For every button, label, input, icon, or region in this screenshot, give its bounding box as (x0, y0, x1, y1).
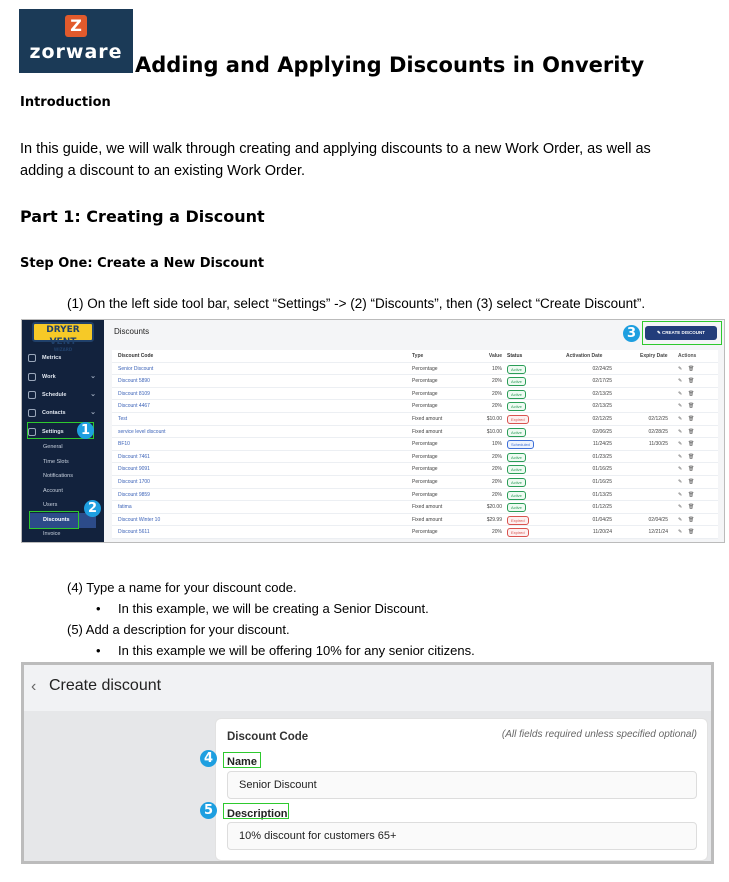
callout-1: 1 (77, 422, 94, 439)
name-input[interactable]: Senior Discount (227, 771, 697, 799)
edit-icon[interactable]: ✎ (678, 378, 683, 385)
type-cell: Percentage (412, 453, 438, 460)
activation-date-cell: 02/13/25 (592, 403, 612, 410)
sidebar-item-label: Schedule (42, 392, 67, 398)
activation-date-cell: 02/17/25 (592, 378, 612, 385)
value-cell: 20% (491, 491, 502, 498)
discount-code-cell[interactable]: Discount Winter 10 (118, 516, 161, 523)
discounts-main (104, 320, 724, 543)
edit-icon[interactable]: ✎ (678, 478, 683, 485)
sidebar-subitem-notifications[interactable]: Notifications (43, 473, 73, 479)
discount-code-cell[interactable]: Test (118, 415, 128, 422)
status-badge: Scheduled (507, 440, 534, 449)
sidebar-subitem-account[interactable]: Account (43, 487, 63, 494)
type-cell: Percentage (412, 378, 438, 385)
delete-icon[interactable]: 🗑 (688, 453, 695, 460)
table-header (112, 350, 718, 363)
sidebar-subitem-invoice[interactable]: Invoice (43, 531, 61, 537)
col-value: Value (488, 353, 502, 359)
discount-code-cell[interactable]: service level discount (118, 428, 166, 435)
value-cell: $10.00 (486, 415, 502, 422)
activation-date-cell: 11/20/24 (592, 529, 612, 536)
type-cell: Percentage (412, 441, 438, 448)
type-cell: Percentage (412, 478, 438, 485)
expiry-date-cell: 02/28/25 (648, 428, 668, 435)
activation-date-cell: 01/04/25 (592, 516, 612, 523)
name-label: Name (227, 756, 257, 768)
zorware-mark-icon: Z (65, 15, 87, 37)
value-cell: 10% (491, 441, 502, 448)
create-discount-title: Create discount (49, 677, 162, 694)
chevron-down-icon: ⌄ (90, 391, 96, 398)
status-badge: Active (507, 428, 526, 437)
delete-icon[interactable]: 🗑 (688, 390, 695, 397)
sidebar-item-contacts[interactable] (22, 405, 104, 421)
delete-icon[interactable]: 🗑 (688, 365, 695, 372)
status-badge: Active (507, 503, 526, 512)
type-cell: Fixed amount (412, 428, 443, 435)
intro-paragraph: In this guide, we will walk through creating and applying discounts to a new Work Order, as well as adding a discount to an existing Work Order. (20, 141, 651, 179)
status-badge: Active (507, 491, 526, 500)
step4-line: (4) Type a name for your discount code. (67, 580, 297, 595)
type-cell: Fixed amount (412, 516, 443, 523)
sidebar-item-label: Settings (42, 429, 64, 435)
sidebar-subitem-general[interactable]: General (43, 444, 63, 450)
delete-icon[interactable]: 🗑 (688, 504, 695, 511)
activation-date-cell: 02/06/25 (592, 428, 612, 435)
col-status: Status (507, 353, 523, 359)
card-heading: Discount Code (227, 731, 309, 743)
activation-date-cell: 02/12/25 (592, 415, 612, 422)
type-cell: Percentage (412, 529, 438, 536)
part1-heading: Part 1: Creating a Discount (20, 207, 265, 226)
delete-icon[interactable]: 🗑 (688, 378, 695, 385)
edit-icon[interactable]: ✎ (678, 516, 683, 523)
status-badge: Active (507, 465, 526, 474)
activation-date-cell: 11/24/25 (592, 441, 612, 448)
step1-heading: Step One: Create a New Discount (20, 256, 265, 271)
create-discount-highlight (642, 321, 722, 345)
contacts-icon (28, 409, 36, 417)
edit-icon[interactable]: ✎ (678, 441, 683, 448)
expiry-date-cell: 11/30/25 (648, 441, 668, 448)
delete-icon[interactable]: 🗑 (688, 441, 695, 448)
step5-line: (5) Add a description for your discount. (67, 622, 290, 637)
discount-code-cell[interactable]: fatima (118, 504, 132, 511)
discount-code-cell[interactable]: Discount 9859 (118, 491, 150, 498)
status-badge: Active (507, 453, 526, 462)
discount-code-cell[interactable]: Discount 9091 (118, 466, 150, 473)
value-cell: $29.99 (486, 516, 502, 523)
type-cell: Percentage (412, 365, 438, 372)
description-label: Description (227, 808, 288, 820)
discount-code-card (215, 718, 708, 861)
back-chevron-icon[interactable]: ‹ (31, 678, 37, 695)
delete-icon[interactable]: 🗑 (688, 403, 695, 410)
callout-5: 5 (200, 802, 217, 819)
table-row[interactable] (112, 489, 718, 502)
edit-icon[interactable]: ✎ (678, 428, 683, 435)
type-cell: Fixed amount (412, 504, 443, 511)
sidebar-item-schedule[interactable] (22, 387, 104, 403)
table-row[interactable] (112, 388, 718, 401)
edit-icon[interactable]: ✎ (678, 403, 683, 410)
create-discount-label: CREATE DISCOUNT (662, 330, 705, 335)
activation-date-cell: 01/23/25 (592, 453, 612, 460)
discounts-screenshot (21, 319, 725, 543)
discount-code-cell[interactable]: BF10 (118, 441, 130, 448)
table-row[interactable] (112, 375, 718, 388)
table-row[interactable] (112, 526, 718, 539)
discount-code-cell[interactable]: Discount 8109 (118, 390, 150, 397)
value-cell: $20.00 (486, 504, 502, 511)
sidebar-item-label: Work (42, 374, 56, 380)
sidebar-item-label: Contacts (42, 410, 66, 416)
schedule-icon (28, 391, 36, 399)
step5-bullet: • In this example we will be offering 10% for any senior citizens. (118, 643, 475, 658)
col-actions: Actions (678, 353, 697, 359)
zorware-logo (19, 9, 133, 73)
type-cell: Percentage (412, 491, 438, 498)
sidebar-item-label: Metrics (42, 355, 62, 361)
col-activation: Activation Date (566, 353, 603, 359)
type-cell: Percentage (412, 390, 438, 397)
callout-3: 3 (623, 325, 640, 342)
edit-icon[interactable]: ✎ (678, 529, 683, 536)
status-badge: Active (507, 478, 526, 487)
activation-date-cell: 01/13/25 (592, 491, 612, 498)
intro-heading: Introduction (20, 95, 111, 110)
activation-date-cell: 02/24/25 (592, 365, 612, 372)
value-cell: 10% (491, 365, 502, 372)
name-highlight (223, 752, 261, 768)
table-row[interactable] (112, 501, 718, 514)
delete-icon[interactable]: 🗑 (688, 466, 695, 473)
sidebar-subitem-time-slots[interactable]: Time Slots (43, 458, 69, 465)
edit-icon[interactable]: ✎ (678, 504, 683, 511)
expiry-date-cell: 02/12/25 (648, 415, 668, 422)
discounts-highlight (29, 511, 79, 529)
create-discount-screenshot (21, 662, 714, 864)
delete-icon[interactable]: 🗑 (688, 478, 695, 485)
discounts-table (112, 350, 718, 539)
type-cell: Percentage (412, 403, 438, 410)
brand-logo-line2: WIZARD (53, 347, 73, 352)
chevron-down-icon: ⌄ (90, 409, 96, 416)
status-badge: Active (507, 402, 526, 411)
value-cell: 20% (491, 378, 502, 385)
table-row[interactable] (112, 426, 718, 439)
table-row[interactable] (112, 438, 718, 451)
step1-instruction: (1) On the left side tool bar, select “Settings” -> (2) “Discounts”, then (3) select “Create Discount”. (67, 296, 646, 311)
delete-icon[interactable]: 🗑 (688, 415, 695, 422)
edit-icon[interactable]: ✎ (678, 466, 683, 473)
sidebar-subitem-users[interactable]: Users (43, 502, 58, 508)
discount-code-cell[interactable]: Discount 7461 (118, 453, 150, 460)
status-badge: Active (507, 390, 526, 399)
activation-date-cell: 01/12/25 (592, 504, 612, 511)
type-cell: Fixed amount (412, 415, 443, 422)
discount-code-cell[interactable]: Discount 1700 (118, 478, 150, 485)
edit-icon[interactable]: ✎ (678, 453, 683, 460)
callout-2: 2 (84, 500, 101, 517)
status-badge: Expired (507, 415, 529, 424)
sidebar-subitem-discounts[interactable]: Discounts (30, 513, 96, 528)
discount-code-cell[interactable]: Discount 4467 (118, 403, 150, 410)
table-row[interactable] (112, 451, 718, 464)
page-title: Discounts (114, 327, 150, 336)
chevron-down-icon: ⌄ (90, 373, 96, 380)
table-row[interactable] (112, 413, 718, 426)
delete-icon[interactable]: 🗑 (688, 516, 695, 523)
required-note: (All fields required unless specified optional) (501, 729, 697, 740)
value-cell: 20% (491, 390, 502, 397)
metrics-icon (28, 354, 36, 362)
activation-date-cell: 01/16/25 (592, 478, 612, 485)
table-row[interactable] (112, 463, 718, 476)
step4-bullet: • In this example, we will be creating a Senior Discount. (118, 601, 429, 616)
delete-icon[interactable]: 🗑 (688, 428, 695, 435)
col-expiry: Expiry Date (640, 353, 668, 359)
status-badge: Expired (507, 516, 529, 525)
table-row[interactable] (112, 514, 718, 527)
brand-logo-line1: DRYER VENT (46, 325, 80, 347)
expiry-date-cell: 12/21/24 (648, 529, 668, 536)
status-badge: Active (507, 365, 526, 374)
col-code: Discount Code (118, 353, 154, 359)
edit-icon[interactable]: ✎ (678, 390, 683, 397)
value-cell: 20% (491, 478, 502, 485)
logo-text: zorware (29, 41, 123, 63)
table-row[interactable] (112, 476, 718, 489)
delete-icon[interactable]: 🗑 (688, 491, 695, 498)
type-cell: Percentage (412, 466, 438, 473)
value-cell: 20% (491, 453, 502, 460)
activation-date-cell: 02/13/25 (592, 390, 612, 397)
sidebar-item-work[interactable] (22, 369, 104, 385)
value-cell: $10.00 (486, 428, 502, 435)
callout-4: 4 (200, 750, 217, 767)
create-discount-header (24, 665, 711, 711)
value-cell: 20% (491, 529, 502, 536)
dryer-vent-wizard-logo (32, 322, 94, 352)
discount-code-cell[interactable]: Discount 5890 (118, 378, 150, 385)
work-icon (28, 373, 36, 381)
edit-icon[interactable]: ✎ (678, 491, 683, 498)
description-input[interactable]: 10% discount for customers 65+ (227, 822, 697, 850)
status-badge: Active (507, 377, 526, 386)
expiry-date-cell: 02/04/25 (648, 516, 668, 523)
col-type: Type (412, 353, 424, 359)
create-discount-button[interactable]: ✎ CREATE DISCOUNT (645, 326, 717, 340)
discount-code-cell[interactable]: Senior Discount (118, 365, 154, 372)
description-highlight (223, 803, 289, 819)
value-cell: 20% (491, 403, 502, 410)
value-cell: 20% (491, 466, 502, 473)
activation-date-cell: 01/16/25 (592, 466, 612, 473)
edit-icon[interactable]: ✎ (678, 365, 683, 372)
status-badge: Expired (507, 528, 529, 537)
table-row[interactable] (112, 363, 718, 376)
document-title: Adding and Applying Discounts in Onverity (135, 53, 645, 77)
discount-code-cell[interactable]: Discount 5611 (118, 529, 150, 536)
delete-icon[interactable]: 🗑 (688, 529, 695, 536)
edit-icon[interactable]: ✎ (678, 415, 683, 422)
table-row[interactable] (112, 400, 718, 413)
